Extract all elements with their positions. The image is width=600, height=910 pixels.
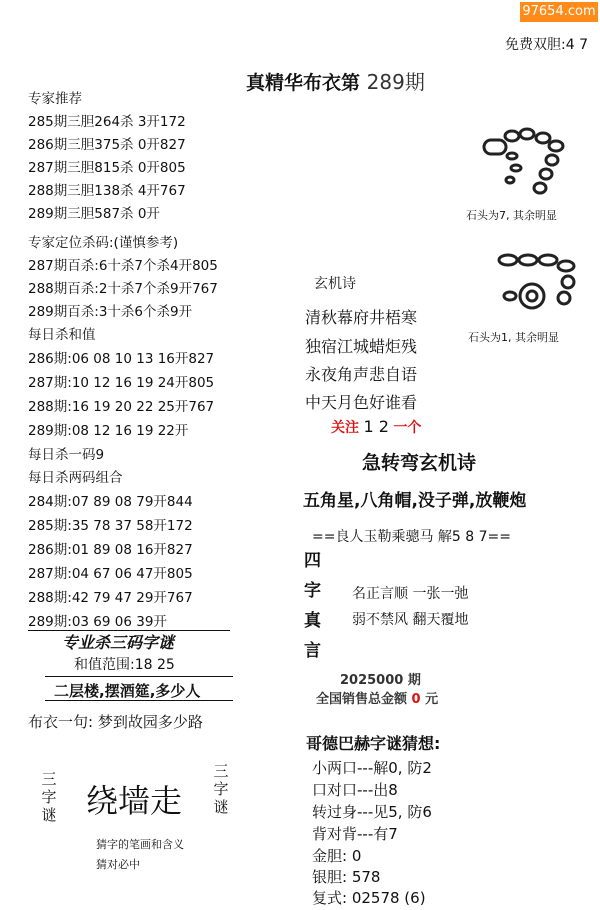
- riddle-side-label: 三字谜: [213, 762, 229, 816]
- goethe-line: 转过身---见5, 防6: [312, 803, 432, 821]
- buyi-line: 布衣一句: 梦到故园多少路: [28, 713, 203, 731]
- focus-numbers: 1 2: [363, 417, 389, 436]
- position-kill-heading: 专家定位杀码:(谨慎参考): [28, 235, 179, 251]
- divider: [45, 676, 233, 677]
- riddle-hint: 猜字的笔画和含义: [96, 838, 184, 851]
- expert-line: 288期三胆138杀 4开767: [28, 183, 186, 199]
- sales-amount: 0: [411, 692, 421, 707]
- free-double-text: 免费双胆:4 7: [505, 37, 588, 53]
- page-title: [246, 66, 425, 95]
- poem-line: 独宿江城蜡炬残: [305, 337, 418, 356]
- position-kill-line: 288期百杀:2十杀7个杀9开767: [28, 281, 218, 297]
- divider: [45, 700, 233, 701]
- daily-two-line: 288期:42 79 47 29开767: [28, 590, 193, 606]
- stone-caption: 石头为1, 其余明显: [468, 331, 559, 344]
- daily-sum-line: 286期:06 08 10 13 16开827: [28, 351, 215, 367]
- sales-label: 全国销售总金额: [316, 692, 408, 707]
- expert-line: 286期三胆375杀 0开827: [28, 137, 186, 153]
- position-kill-line: 287期百杀:6十杀7个杀4开805: [28, 258, 218, 274]
- daily-two-line: 285期:35 78 37 58开172: [28, 518, 193, 534]
- expert-line: 285期三胆264杀 3开172: [28, 114, 186, 130]
- stone-caption: 石头为7, 其余明显: [466, 209, 557, 222]
- goethe-line: 小两口---解0, 防2: [312, 759, 432, 777]
- riddle3-heading: 专业杀三码字谜: [62, 633, 175, 652]
- sales-issue: 2025000 期: [340, 673, 421, 688]
- sales-total: [316, 688, 438, 707]
- four-words-vertical: [304, 546, 324, 666]
- four-word-char: 言: [304, 641, 321, 661]
- four-words-phrase: 弱不禁风 翻天覆地: [352, 612, 469, 628]
- goethe-line: 复式: 02578 (6): [312, 889, 426, 907]
- focus-label: 关注: [331, 420, 359, 436]
- four-word-char: 四: [304, 551, 321, 571]
- daily-one-kill: 每日杀一码9: [28, 447, 105, 463]
- daily-two-line: 286期:01 89 08 16开827: [28, 542, 193, 558]
- poem-line: 清秋幕府井梧寒: [305, 308, 418, 327]
- riddle-side-label: 三字谜: [41, 770, 57, 824]
- riddle-answer: 绕墙走: [86, 782, 183, 820]
- site-badge[interactable]: 97654.com: [520, 2, 598, 22]
- title-text: 真精华布衣第: [246, 72, 361, 94]
- poem-line: 永夜角声悲自语: [305, 365, 418, 384]
- daily-two-line: 289期:03 69 06 39开: [28, 614, 167, 630]
- poem-heading: 玄机诗: [314, 276, 356, 292]
- goethe-line: 金胆: 0: [312, 847, 362, 865]
- turn-heading: 急转弯玄机诗: [362, 452, 477, 474]
- daily-two-line: 287期:04 67 06 47开805: [28, 566, 193, 582]
- daily-two-line: 284期:07 89 08 79开844: [28, 494, 193, 510]
- expert-line: 289期三胆587杀 0开: [28, 206, 160, 222]
- expert-line: 287期三胆815杀 0开805: [28, 160, 186, 176]
- issue-number: 289期: [366, 70, 425, 94]
- sum-range: 和值范围:18 25: [74, 657, 175, 673]
- four-words-phrase: 名正言顺 一张一弛: [352, 586, 469, 602]
- riddle-hint: 猜对必中: [96, 858, 140, 871]
- goethe-heading: 哥德巴赫字谜猜想:: [306, 734, 441, 753]
- turn-line: 五角星,八角帽,没子弹,放鞭炮: [303, 491, 527, 511]
- goethe-line: 口对口---出8: [312, 781, 398, 799]
- daily-sum-line: 289期:08 12 16 19 22开: [28, 423, 189, 439]
- focus-tail: 一个: [393, 420, 422, 436]
- expert-heading: 专家推荐: [28, 91, 82, 107]
- turn-answer: ==良人玉勒乘骢马 解5 8 7==: [312, 529, 511, 545]
- poem-line: 中天月色好谁看: [305, 393, 418, 412]
- stone-figure-seven-icon: [476, 124, 580, 200]
- daily-sum-line: 287期:10 12 16 19 24开805: [28, 375, 215, 391]
- focus-line: [331, 417, 421, 437]
- four-word-char: 字: [304, 581, 321, 601]
- goethe-line: 背对背---有7: [312, 825, 398, 843]
- goethe-line: 银胆: 578: [312, 868, 381, 886]
- riddle3-phrase: 二层楼,摆酒筵,多少人: [54, 682, 201, 700]
- daily-sum-heading: 每日杀和值: [28, 327, 96, 343]
- daily-sum-line: 288期:16 19 20 22 25开767: [28, 399, 215, 415]
- sales-unit: 元: [425, 692, 439, 707]
- four-word-char: 真: [304, 611, 321, 631]
- stone-figure-one-icon: [494, 250, 578, 322]
- position-kill-line: 289期百杀:3十杀6个杀9开: [28, 304, 193, 320]
- daily-two-heading: 每日杀两码组合: [28, 470, 123, 486]
